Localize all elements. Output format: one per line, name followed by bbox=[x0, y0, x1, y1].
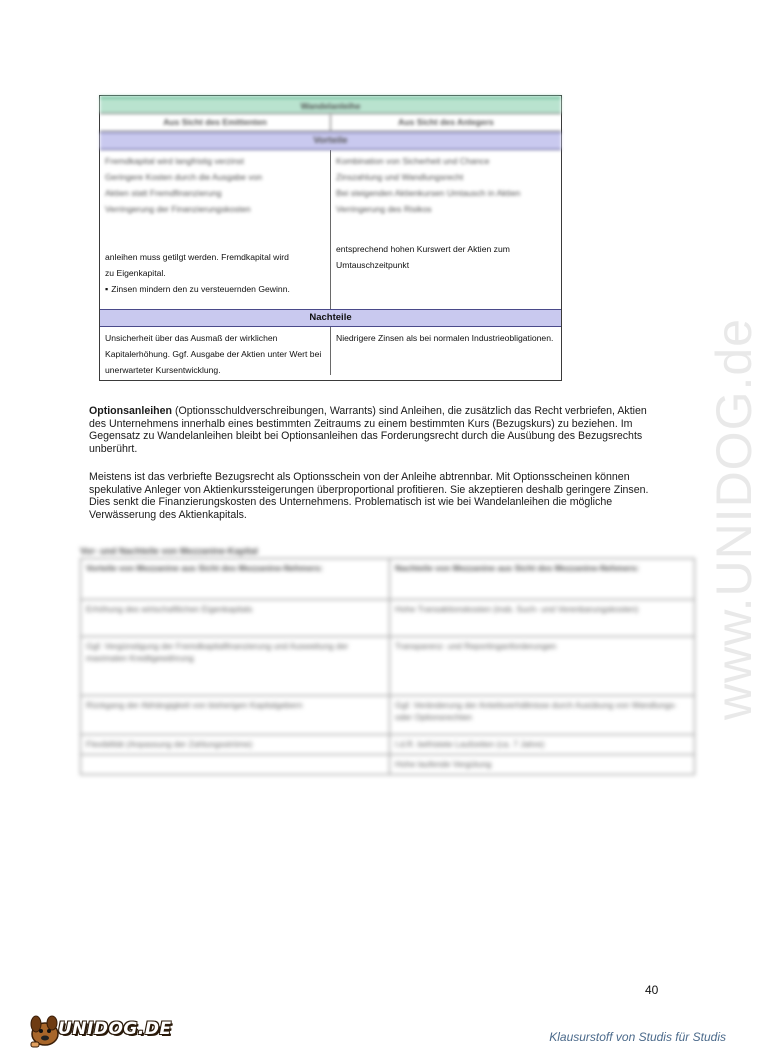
text-line: Kombination von Sicherheit und Chance bbox=[336, 156, 490, 166]
text-line: Umtauschzeitpunkt bbox=[336, 260, 410, 270]
text-line: Zinszahlung und Wandlungsrecht bbox=[336, 172, 464, 182]
table-row bbox=[81, 695, 694, 734]
table-cell: Hohe Transaktionskosten (insb. Such- und Verenbarungskosten) bbox=[389, 600, 694, 636]
text-line: entsprechend hohen Kurswert der Aktien zum bbox=[336, 244, 510, 254]
table-title: Wandelanleihe bbox=[100, 96, 561, 114]
spacer bbox=[336, 217, 556, 241]
table-cell: Hohe laufende Vergütung bbox=[389, 755, 694, 774]
bullet-text: Zinsen mindern den zu versteuernden Gewinn. bbox=[111, 284, 290, 294]
vorteile-anleger-cell bbox=[330, 150, 561, 309]
text-line: Fremdkapital wird langfristig verzinst bbox=[105, 156, 244, 166]
text-line: Verringerung der Finanzierungskosten bbox=[105, 204, 251, 214]
text-line: Verringerung des Risikos bbox=[336, 204, 432, 214]
bullet-item bbox=[105, 281, 325, 297]
mezzanine-table-section bbox=[80, 545, 695, 775]
table-cell: Ggf. Veränderung der Anteilsverhältnisse durch Ausübung von Wandlungs- oder Optionsrechten bbox=[389, 696, 694, 734]
watermark: www.UNIDOG.de bbox=[706, 318, 762, 720]
unidog-logo bbox=[25, 1012, 172, 1048]
term-optionsanleihen: Optionsanleihen bbox=[89, 405, 172, 417]
mezzanine-table bbox=[80, 558, 695, 775]
text-line: Bei steigenden Aktienkursen Umtausch in Aktien bbox=[336, 188, 521, 198]
column-header-emittent: Aus Sicht des Emittenten bbox=[163, 117, 267, 127]
vorteile-row bbox=[100, 150, 561, 309]
vorteile-emittent-cell bbox=[100, 150, 330, 309]
wandelanleihe-table bbox=[99, 95, 562, 381]
text-line: Aktien statt Fremdfinanzierung bbox=[105, 188, 222, 198]
table-cell: Rückgang der Abhängigkeit von bisherigen Kapitalgebern bbox=[86, 700, 303, 710]
nachteile-row bbox=[100, 327, 561, 375]
table-cell: Ggf. Vergünstigung der Fremdkapitalfinanzierung und Ausweitung der maximalen Kreditgewährung bbox=[86, 641, 349, 663]
table-row bbox=[81, 636, 694, 695]
table-cell: Erhöhung des wirtschaftlichen Eigenkapitals bbox=[86, 604, 253, 614]
table-header-row bbox=[81, 559, 694, 599]
section-vorteile: Vorteile bbox=[100, 132, 561, 150]
paragraph-optionsanleihen bbox=[89, 405, 659, 455]
table-cell: I.d.R. befristete Laufzeiten (ca. 7 Jahre) bbox=[389, 735, 694, 754]
nachteile-emittent-cell: Unsicherheit über das Ausmaß der wirklichen Kapitalerhöhung. Ggf. Ausgabe der Aktien unter Wert bei unerwarteter Kursentwicklung. bbox=[105, 333, 322, 375]
table-row bbox=[81, 734, 694, 754]
paragraph-bezugsrecht: Meistens ist das verbriefte Bezugsrecht als Optionsschein von der Anleihe abtrennbar. Mit Optionsscheinen können spekulative Anleger von Aktienkurssteigerungen überproportional profitieren. Sie akzeptieren deshalb geringere Zinsen. Dies senkt die Finanzierungskosten des Unternehmens. Problematisch ist wie bei Wandelanleihen die mögliche Verwässerung des Aktienkapitals. bbox=[89, 471, 649, 521]
section-nachteile: Nachteile bbox=[100, 309, 561, 327]
text-line: anleihen muss getilgt werden. Fremdkapital wird bbox=[105, 252, 289, 262]
table-cell: Transparenz- und Reportinganforderungen bbox=[389, 637, 694, 695]
paragraph-text: (Optionsschuldverschreibungen, Warrants) sind Anleihen, die zusätzlich das Recht verbriefen, Aktien des Unternehmens innerhalb eines bestimmten Zeitraums zu einem bestimmten Kurs (Bezugskurs) zu beziehen. Im Gegensatz zu Wandelanleihen bleibt bei Optionsanleihen das Forderungsrecht durch die Ausübung des Bezugsrechts unberührt. bbox=[89, 405, 647, 455]
footer-tagline: Klausurstoff von Studis für Studis bbox=[549, 1030, 726, 1044]
table-cell: Flexibilität (Anpassung der Zahlungsströme) bbox=[86, 739, 253, 749]
table-cell bbox=[81, 755, 389, 774]
spacer bbox=[105, 217, 325, 249]
column-header-anleger: Aus Sicht des Anlegers bbox=[330, 114, 561, 131]
vorteile-anleger-blurred bbox=[336, 153, 556, 241]
vorteile-emittent-blurred bbox=[105, 153, 325, 249]
table-row bbox=[81, 599, 694, 636]
header-vorteile: Vorteile von Mezzanine aus Sicht des Mezzanine-Nehmers: bbox=[86, 563, 323, 573]
text-line: Geringere Kosten durch die Ausgabe von bbox=[105, 172, 263, 182]
table-row bbox=[81, 754, 694, 774]
header-nachteile: Nachteile von Mezzanine aus Sicht des Mezzanine-Nehmers: bbox=[389, 559, 694, 599]
nachteile-anleger-cell: Niedrigere Zinsen als bei normalen Industrieobligationen. bbox=[330, 327, 561, 375]
page-number: 40 bbox=[645, 983, 659, 997]
table-column-headers bbox=[100, 114, 561, 132]
mezzanine-caption: Vor- und Nachteile von Mezzanine-Kapital bbox=[80, 546, 258, 556]
text-line: zu Eigenkapital. bbox=[105, 268, 166, 278]
logo-text: UNIDOG.DE bbox=[58, 1019, 172, 1039]
